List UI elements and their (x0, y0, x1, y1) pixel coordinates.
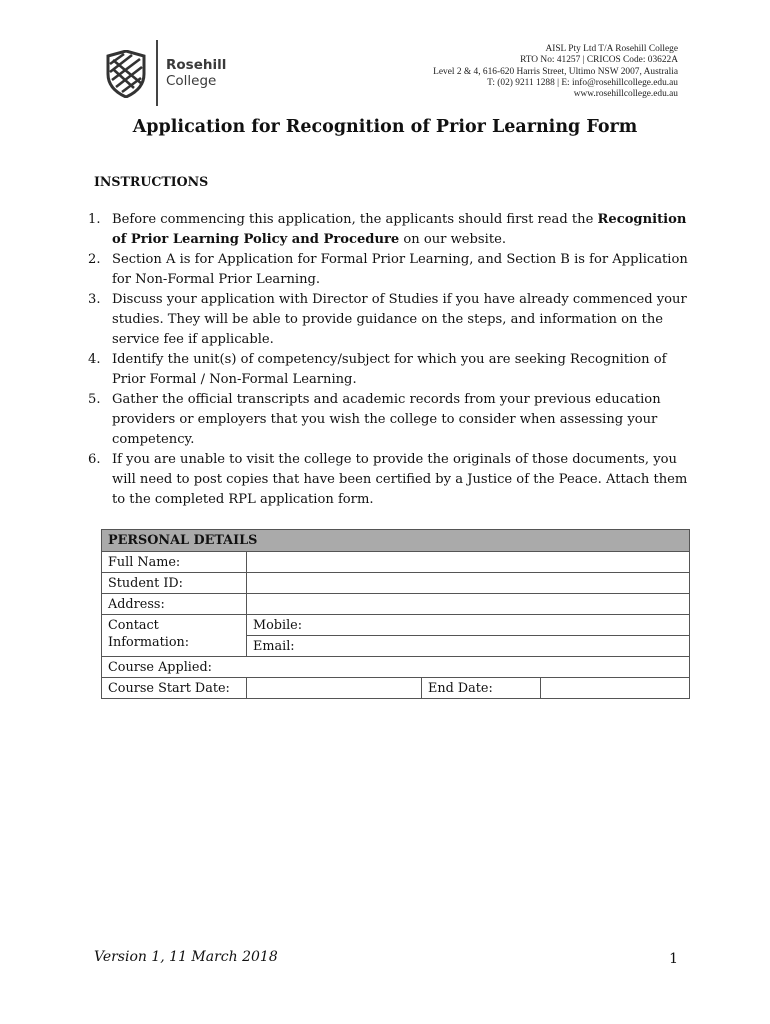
college-address-block (433, 44, 678, 100)
table-row (102, 573, 690, 594)
address-line: Level 2 & 4, 616-620 Harris Street, Ultimo NSW 2007, Australia (433, 66, 678, 77)
shield-logo-icon (104, 50, 148, 98)
student-id-field[interactable] (247, 573, 690, 594)
list-number: 6. (88, 452, 101, 467)
mobile-field[interactable] (247, 615, 690, 636)
full-name-label: Full Name: (102, 552, 247, 573)
address-line: RTO No: 41257 | CRICOS Code: 03622A (520, 55, 678, 66)
table-row (102, 615, 690, 636)
contact-information-label (102, 615, 247, 657)
logo-name-line2: College (166, 73, 217, 89)
step-text: Gather the official transcripts and academic records from your previous education providers or employers that you wish the college to consider when assessing your competency. (112, 392, 661, 447)
table-row (102, 678, 690, 699)
list-item (88, 450, 688, 510)
table-row (102, 657, 690, 678)
email-label: Email: (253, 638, 295, 654)
course-start-date-field[interactable] (247, 678, 422, 699)
email-field[interactable] (247, 636, 690, 657)
course-applied-field[interactable] (102, 657, 690, 678)
version-footer: Version 1, 11 March 2018 (94, 949, 278, 965)
address-line: www.rosehillcollege.edu.au (573, 89, 678, 100)
page-title: Application for Recognition of Prior Learning Form (132, 117, 638, 137)
table-row (102, 530, 690, 552)
personal-details-heading: PERSONAL DETAILS (102, 530, 690, 552)
step-text: on our website. (399, 232, 506, 247)
course-start-date-label: Course Start Date: (102, 678, 247, 699)
course-applied-label: Course Applied: (108, 659, 212, 675)
list-item (88, 210, 688, 250)
list-item (88, 250, 688, 290)
policy-name: Recognition of Prior Learning Policy and Procedure (112, 212, 687, 247)
address-line: AISL Pty Ltd T/A Rosehill College (545, 44, 678, 54)
list-number: 1. (88, 212, 101, 227)
address-field[interactable] (247, 594, 690, 615)
table-row (102, 594, 690, 615)
contact-label-line1: Contact (108, 618, 159, 633)
personal-details-table (101, 529, 690, 699)
list-number: 3. (88, 292, 101, 307)
page-number: 1 (669, 951, 678, 967)
logo-divider (156, 40, 158, 106)
list-number: 4. (88, 352, 101, 367)
step-text: Before commencing this application, the applicants should first read the (112, 212, 598, 227)
college-logo (104, 40, 244, 108)
list-item (88, 290, 688, 350)
step-text: If you are unable to visit the college to provide the originals of those documents, you will need to post copies that have been certified by a Justice of the Peace. Attach them to the completed RPL application form. (112, 452, 688, 507)
student-id-label: Student ID: (102, 573, 247, 594)
end-date-label: End Date: (422, 678, 541, 699)
step-text: Identify the unit(s) of competency/subject for which you are seeking Recognition of Prior Formal / Non-Formal Learning. (112, 352, 667, 387)
list-number: 5. (88, 392, 101, 407)
full-name-field[interactable] (247, 552, 690, 573)
address-label: Address: (102, 594, 247, 615)
address-line: T: (02) 9211 1288 | E: info@rosehillcollege.edu.au (487, 77, 678, 88)
list-item (88, 390, 688, 450)
step-text: Discuss your application with Director of Studies if you have already commenced your studies. They will be able to provide guidance on the steps, and information on the service fee if applicable. (112, 292, 687, 347)
logo-name-line1: Rosehill (166, 57, 227, 73)
contact-label-line2: Information: (108, 635, 190, 650)
end-date-field[interactable] (541, 678, 690, 699)
list-item (88, 350, 688, 390)
step-text: Section A is for Application for Formal Prior Learning, and Section B is for Application for Non-Formal Prior Learning. (112, 252, 688, 287)
mobile-label: Mobile: (253, 617, 303, 633)
instructions-list (88, 210, 688, 510)
table-row (102, 552, 690, 573)
list-number: 2. (88, 252, 101, 267)
instructions-heading: INSTRUCTIONS (94, 174, 209, 189)
